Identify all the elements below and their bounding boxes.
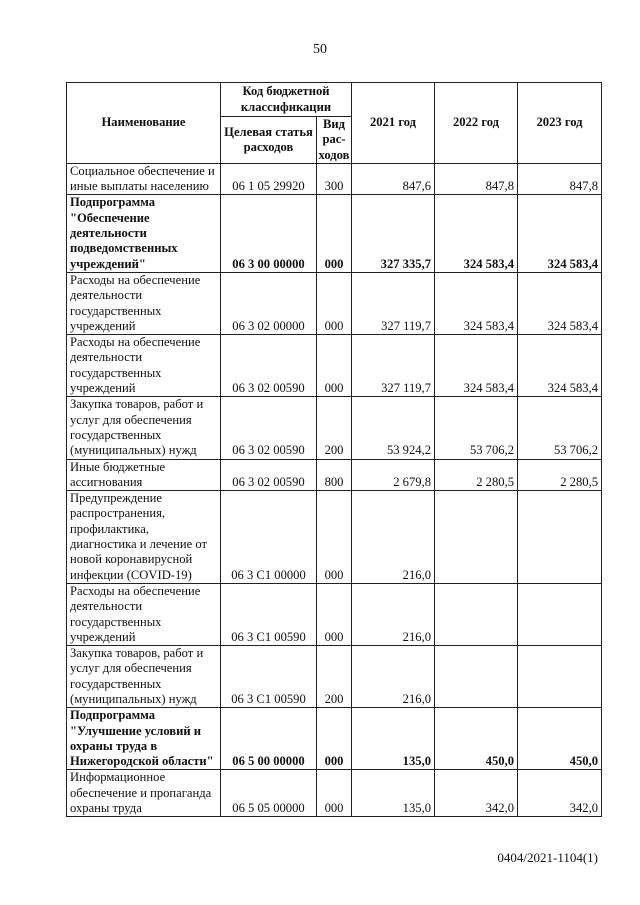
cell-2023: 342,0	[518, 770, 602, 817]
cell-2021: 327 119,7	[352, 335, 435, 397]
table-row	[67, 195, 602, 272]
cell-2022: 2 280,5	[435, 459, 518, 491]
table-row	[67, 646, 602, 708]
cell-target-article: 06 3 02 00590	[221, 397, 317, 459]
cell-target-article: 06 3 C1 00000	[221, 491, 317, 584]
cell-name: Расходы на обеспечение деятельности государственных учреждений	[67, 335, 221, 397]
cell-name: Социальное обеспечение и иные выплаты населению	[67, 163, 221, 195]
cell-2021: 53 924,2	[352, 397, 435, 459]
cell-2022: 53 706,2	[435, 397, 518, 459]
cell-2021: 847,6	[352, 163, 435, 195]
cell-name: Предупреждение распространения, профилактика, диагностика и лечение от новой коронавирусной инфекции (COVID-19)	[67, 491, 221, 584]
cell-expense-type: 200	[317, 397, 352, 459]
cell-name: Расходы на обеспечение деятельности государственных учреждений	[67, 272, 221, 334]
cell-expense-type: 000	[317, 195, 352, 272]
cell-2023: 324 583,4	[518, 272, 602, 334]
cell-2021: 135,0	[352, 770, 435, 817]
cell-target-article: 06 5 05 00000	[221, 770, 317, 817]
cell-expense-type: 000	[317, 583, 352, 645]
cell-2021: 216,0	[352, 583, 435, 645]
cell-2022	[435, 646, 518, 708]
table-row	[67, 397, 602, 459]
page-number: 50	[313, 42, 327, 57]
cell-name: Информационное обеспечение и пропаганда охраны труда	[67, 770, 221, 817]
cell-target-article: 06 3 02 00000	[221, 272, 317, 334]
cell-target-article: 06 1 05 29920	[221, 163, 317, 195]
cell-2021: 216,0	[352, 491, 435, 584]
budget-table	[66, 82, 602, 817]
table-row	[67, 708, 602, 770]
cell-2023	[518, 646, 602, 708]
cell-2022	[435, 583, 518, 645]
cell-2021: 327 335,7	[352, 195, 435, 272]
cell-expense-type: 000	[317, 708, 352, 770]
cell-2021: 135,0	[352, 708, 435, 770]
cell-2023	[518, 491, 602, 584]
cell-2022: 342,0	[435, 770, 518, 817]
header-year-2023: 2023 год	[518, 83, 602, 164]
cell-2023: 450,0	[518, 708, 602, 770]
cell-2022: 324 583,4	[435, 335, 518, 397]
header-year-2022: 2022 год	[435, 83, 518, 164]
cell-2023: 324 583,4	[518, 195, 602, 272]
table-row	[67, 770, 602, 817]
cell-expense-type: 800	[317, 459, 352, 491]
cell-name: Расходы на обеспечение деятельности государственных учреждений	[67, 583, 221, 645]
header-name: Наименование	[67, 83, 221, 164]
table-row	[67, 335, 602, 397]
cell-2023: 847,8	[518, 163, 602, 195]
cell-expense-type: 000	[317, 770, 352, 817]
cell-target-article: 06 3 02 00590	[221, 459, 317, 491]
table-row	[67, 272, 602, 334]
cell-expense-type: 000	[317, 272, 352, 334]
header-target-article: Целевая статья расходов	[221, 117, 317, 164]
cell-expense-type: 200	[317, 646, 352, 708]
table-body	[67, 163, 602, 816]
cell-2022: 324 583,4	[435, 272, 518, 334]
cell-expense-type: 300	[317, 163, 352, 195]
cell-target-article: 06 3 C1 00590	[221, 583, 317, 645]
cell-2021: 216,0	[352, 646, 435, 708]
cell-target-article: 06 3 02 00590	[221, 335, 317, 397]
cell-2022: 324 583,4	[435, 195, 518, 272]
document-number: 0404/2021-1104(1)	[497, 850, 598, 865]
table-row	[67, 583, 602, 645]
cell-name: Подпрограмма "Улучшение условий и охраны труда в Нижегородской области"	[67, 708, 221, 770]
cell-expense-type: 000	[317, 491, 352, 584]
header-year-2021: 2021 год	[352, 83, 435, 164]
header-code-group: Код бюджетной классификации	[221, 83, 352, 117]
cell-2023: 53 706,2	[518, 397, 602, 459]
cell-name: Закупка товаров, работ и услуг для обеспечения государственных (муниципальных) нужд	[67, 646, 221, 708]
cell-name: Иные бюджетные ассигнования	[67, 459, 221, 491]
cell-2021: 2 679,8	[352, 459, 435, 491]
cell-2022	[435, 491, 518, 584]
table-row	[67, 459, 602, 491]
cell-name: Подпрограмма "Обеспечение деятельности подведомственных учреждений"	[67, 195, 221, 272]
cell-2023: 324 583,4	[518, 335, 602, 397]
table-row	[67, 163, 602, 195]
cell-target-article: 06 5 00 00000	[221, 708, 317, 770]
cell-2021: 327 119,7	[352, 272, 435, 334]
cell-2022: 847,8	[435, 163, 518, 195]
cell-2023: 2 280,5	[518, 459, 602, 491]
cell-target-article: 06 3 00 00000	[221, 195, 317, 272]
cell-expense-type: 000	[317, 335, 352, 397]
header-expense-type: Вид рас-ходов	[317, 117, 352, 164]
table-row	[67, 491, 602, 584]
cell-name: Закупка товаров, работ и услуг для обеспечения государственных (муниципальных) нужд	[67, 397, 221, 459]
cell-2023	[518, 583, 602, 645]
cell-target-article: 06 3 C1 00590	[221, 646, 317, 708]
cell-2022: 450,0	[435, 708, 518, 770]
